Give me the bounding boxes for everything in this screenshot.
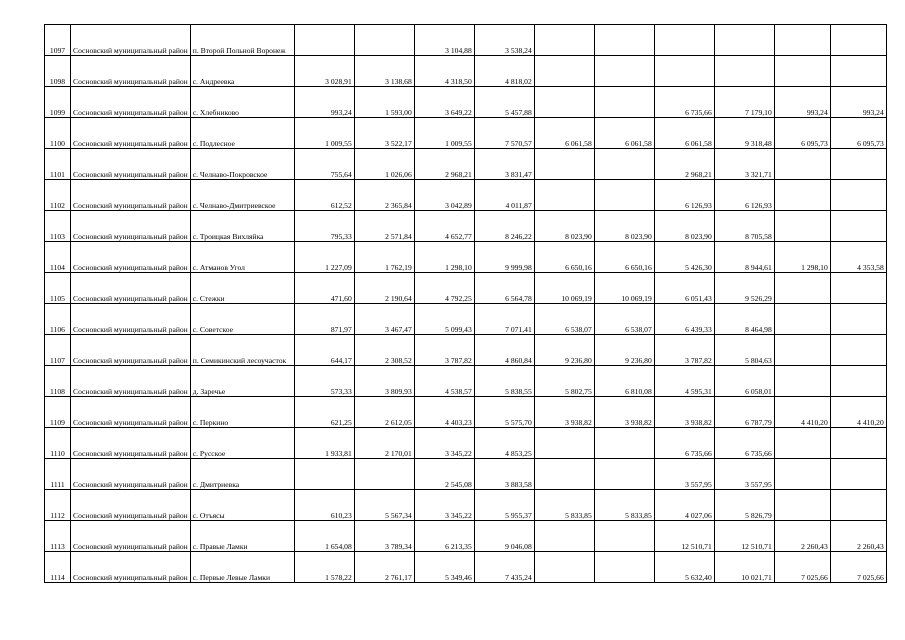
value-cell xyxy=(774,273,830,304)
value-cell xyxy=(594,552,654,583)
value-cell: 795,33 xyxy=(294,211,354,242)
table-row xyxy=(45,149,887,180)
value-cell: 5 575,70 xyxy=(474,397,534,428)
value-cell: 8 023,90 xyxy=(654,211,714,242)
value-cell: 5 567,34 xyxy=(354,490,414,521)
value-cell: 3 522,17 xyxy=(354,118,414,149)
value-cell: 471,60 xyxy=(294,273,354,304)
value-cell xyxy=(654,56,714,87)
value-cell: 993,24 xyxy=(774,87,830,118)
value-cell: 10 021,71 xyxy=(714,552,774,583)
table-body xyxy=(45,25,887,583)
value-cell: 2 761,17 xyxy=(354,552,414,583)
value-cell: 6 095,73 xyxy=(830,118,886,149)
value-cell: 6 735,66 xyxy=(714,428,774,459)
value-cell: 5 349,46 xyxy=(414,552,474,583)
value-cell: 2 170,01 xyxy=(354,428,414,459)
value-cell: 1 298,10 xyxy=(414,242,474,273)
value-cell: 4 410,20 xyxy=(830,397,886,428)
settlement-name: с. Русское xyxy=(190,428,294,459)
value-cell: 3 938,82 xyxy=(654,397,714,428)
value-cell xyxy=(774,211,830,242)
value-cell xyxy=(830,304,886,335)
value-cell: 6 538,07 xyxy=(534,304,594,335)
value-cell xyxy=(774,25,830,56)
row-number: 1112 xyxy=(45,490,71,521)
value-cell xyxy=(830,335,886,366)
value-cell: 3 809,93 xyxy=(354,366,414,397)
value-cell: 3 789,34 xyxy=(354,521,414,552)
value-cell: 7 570,57 xyxy=(474,118,534,149)
value-cell: 612,52 xyxy=(294,180,354,211)
district-name: Сосновский муниципальный район xyxy=(71,180,191,211)
value-cell: 3 557,95 xyxy=(654,459,714,490)
value-cell xyxy=(534,149,594,180)
district-name: Сосновский муниципальный район xyxy=(71,521,191,552)
value-cell: 3 345,22 xyxy=(414,428,474,459)
value-cell xyxy=(774,459,830,490)
value-cell xyxy=(830,459,886,490)
value-cell xyxy=(534,180,594,211)
row-number: 1099 xyxy=(45,87,71,118)
value-cell: 3 538,24 xyxy=(474,25,534,56)
value-cell: 3 042,89 xyxy=(414,180,474,211)
settlement-name: с. Челнаво-Дмитриевское xyxy=(190,180,294,211)
value-cell: 5 838,55 xyxy=(474,366,534,397)
value-cell: 10 069,19 xyxy=(594,273,654,304)
value-cell xyxy=(594,25,654,56)
value-cell: 2 612,05 xyxy=(354,397,414,428)
value-cell: 3 938,82 xyxy=(594,397,654,428)
value-cell: 6 058,01 xyxy=(714,366,774,397)
value-cell: 4 410,20 xyxy=(774,397,830,428)
value-cell: 3 104,88 xyxy=(414,25,474,56)
value-cell: 4 818,02 xyxy=(474,56,534,87)
value-cell xyxy=(534,25,594,56)
settlement-name: с. Атманов Угол xyxy=(190,242,294,273)
value-cell xyxy=(774,149,830,180)
value-cell: 6 061,58 xyxy=(534,118,594,149)
district-name: Сосновский муниципальный район xyxy=(71,242,191,273)
value-cell: 6 787,79 xyxy=(714,397,774,428)
table-row xyxy=(45,490,887,521)
value-cell: 2 545,08 xyxy=(414,459,474,490)
value-cell xyxy=(534,459,594,490)
value-cell: 3 321,71 xyxy=(714,149,774,180)
row-number: 1100 xyxy=(45,118,71,149)
value-cell: 993,24 xyxy=(294,87,354,118)
district-name: Сосновский муниципальный район xyxy=(71,428,191,459)
value-cell: 6 061,58 xyxy=(594,118,654,149)
table-row xyxy=(45,304,887,335)
value-cell: 6 650,16 xyxy=(534,242,594,273)
district-name: Сосновский муниципальный район xyxy=(71,490,191,521)
settlement-name: с. Подлесное xyxy=(190,118,294,149)
table-row xyxy=(45,459,887,490)
value-cell: 3 938,82 xyxy=(534,397,594,428)
value-cell: 610,23 xyxy=(294,490,354,521)
value-cell: 7 025,66 xyxy=(774,552,830,583)
settlement-name: с. Перкино xyxy=(190,397,294,428)
value-cell: 5 802,75 xyxy=(534,366,594,397)
row-number: 1114 xyxy=(45,552,71,583)
table-row xyxy=(45,180,887,211)
value-cell xyxy=(534,428,594,459)
value-cell xyxy=(714,56,774,87)
value-cell: 4 318,50 xyxy=(414,56,474,87)
table-row xyxy=(45,366,887,397)
row-number: 1109 xyxy=(45,397,71,428)
value-cell xyxy=(830,149,886,180)
value-cell: 3 467,47 xyxy=(354,304,414,335)
value-cell: 6 650,16 xyxy=(594,242,654,273)
value-cell: 5 632,40 xyxy=(654,552,714,583)
value-cell xyxy=(774,180,830,211)
district-name: Сосновский муниципальный район xyxy=(71,211,191,242)
district-name: Сосновский муниципальный район xyxy=(71,87,191,118)
value-cell: 5 457,88 xyxy=(474,87,534,118)
value-cell xyxy=(774,366,830,397)
value-cell xyxy=(774,490,830,521)
row-number: 1101 xyxy=(45,149,71,180)
value-cell: 3 028,91 xyxy=(294,56,354,87)
value-cell: 1 762,19 xyxy=(354,242,414,273)
value-cell xyxy=(354,459,414,490)
value-cell: 3 787,82 xyxy=(654,335,714,366)
district-name: Сосновский муниципальный район xyxy=(71,25,191,56)
row-number: 1110 xyxy=(45,428,71,459)
value-cell: 9 236,80 xyxy=(534,335,594,366)
value-cell: 4 652,77 xyxy=(414,211,474,242)
district-name: Сосновский муниципальный район xyxy=(71,118,191,149)
table-row xyxy=(45,211,887,242)
value-cell xyxy=(830,366,886,397)
row-number: 1103 xyxy=(45,211,71,242)
value-cell: 7 435,24 xyxy=(474,552,534,583)
value-cell: 2 308,52 xyxy=(354,335,414,366)
row-number: 1111 xyxy=(45,459,71,490)
value-cell: 9 526,29 xyxy=(714,273,774,304)
value-cell xyxy=(354,25,414,56)
settlement-name: с. Челнаво-Покровское xyxy=(190,149,294,180)
value-cell: 9 236,80 xyxy=(594,335,654,366)
value-cell: 2 968,21 xyxy=(654,149,714,180)
value-cell: 1 933,81 xyxy=(294,428,354,459)
value-cell: 8 246,22 xyxy=(474,211,534,242)
settlement-name: с. Советское xyxy=(190,304,294,335)
value-cell: 2 365,84 xyxy=(354,180,414,211)
table-row xyxy=(45,242,887,273)
value-cell xyxy=(654,25,714,56)
value-cell xyxy=(534,56,594,87)
settlement-name: с. Хлебниково xyxy=(190,87,294,118)
value-cell: 4 027,06 xyxy=(654,490,714,521)
value-cell: 8 705,58 xyxy=(714,211,774,242)
value-cell: 871,97 xyxy=(294,304,354,335)
value-cell: 4 792,25 xyxy=(414,273,474,304)
district-name: Сосновский муниципальный район xyxy=(71,335,191,366)
value-cell xyxy=(714,25,774,56)
value-cell: 6 126,93 xyxy=(654,180,714,211)
value-cell xyxy=(774,335,830,366)
value-cell: 6 538,07 xyxy=(594,304,654,335)
district-name: Сосновский муниципальный район xyxy=(71,56,191,87)
value-cell: 621,25 xyxy=(294,397,354,428)
row-number: 1107 xyxy=(45,335,71,366)
value-cell xyxy=(774,428,830,459)
district-name: Сосновский муниципальный район xyxy=(71,273,191,304)
value-cell xyxy=(594,56,654,87)
value-cell: 1 578,22 xyxy=(294,552,354,583)
table-row xyxy=(45,521,887,552)
value-cell: 6 810,08 xyxy=(594,366,654,397)
value-cell: 6 213,35 xyxy=(414,521,474,552)
table-row xyxy=(45,25,887,56)
value-cell: 5 426,30 xyxy=(654,242,714,273)
value-cell xyxy=(294,25,354,56)
district-name: Сосновский муниципальный район xyxy=(71,552,191,583)
settlement-name: с. Стежки xyxy=(190,273,294,304)
value-cell: 9 999,98 xyxy=(474,242,534,273)
row-number: 1113 xyxy=(45,521,71,552)
value-cell: 3 138,68 xyxy=(354,56,414,87)
value-cell: 3 557,95 xyxy=(714,459,774,490)
value-cell: 2 968,21 xyxy=(414,149,474,180)
value-cell: 1 009,55 xyxy=(414,118,474,149)
value-cell xyxy=(534,552,594,583)
value-cell: 4 353,58 xyxy=(830,242,886,273)
value-cell xyxy=(534,87,594,118)
value-cell: 4 011,87 xyxy=(474,180,534,211)
value-cell: 2 260,43 xyxy=(774,521,830,552)
value-cell: 9 318,48 xyxy=(714,118,774,149)
value-cell: 4 403,23 xyxy=(414,397,474,428)
value-cell: 1 009,55 xyxy=(294,118,354,149)
value-cell: 5 804,63 xyxy=(714,335,774,366)
settlement-name: с. Первые Левые Ламки xyxy=(190,552,294,583)
value-cell: 1 593,00 xyxy=(354,87,414,118)
value-cell: 1 298,10 xyxy=(774,242,830,273)
settlement-name: с. Отъясы xyxy=(190,490,294,521)
value-cell xyxy=(594,87,654,118)
value-cell: 6 439,33 xyxy=(654,304,714,335)
value-cell xyxy=(594,521,654,552)
value-cell xyxy=(294,459,354,490)
value-cell xyxy=(594,459,654,490)
table-row xyxy=(45,273,887,304)
row-number: 1102 xyxy=(45,180,71,211)
row-number: 1104 xyxy=(45,242,71,273)
value-cell xyxy=(534,521,594,552)
value-cell: 7 179,10 xyxy=(714,87,774,118)
value-cell: 4 853,25 xyxy=(474,428,534,459)
value-cell: 12 510,71 xyxy=(654,521,714,552)
value-cell xyxy=(830,428,886,459)
settlement-name: с. Троицкая Вихляйка xyxy=(190,211,294,242)
value-cell: 1 227,09 xyxy=(294,242,354,273)
district-name: Сосновский муниципальный район xyxy=(71,397,191,428)
table-row xyxy=(45,552,887,583)
value-cell: 10 069,19 xyxy=(534,273,594,304)
value-cell: 5 826,79 xyxy=(714,490,774,521)
value-cell xyxy=(594,180,654,211)
table-row xyxy=(45,397,887,428)
value-cell: 4 595,31 xyxy=(654,366,714,397)
value-cell: 6 061,58 xyxy=(654,118,714,149)
value-cell xyxy=(594,149,654,180)
value-cell: 5 955,37 xyxy=(474,490,534,521)
value-cell xyxy=(594,428,654,459)
row-number: 1106 xyxy=(45,304,71,335)
value-cell: 4 860,84 xyxy=(474,335,534,366)
row-number: 1097 xyxy=(45,25,71,56)
value-cell: 2 190,64 xyxy=(354,273,414,304)
value-cell: 3 649,22 xyxy=(414,87,474,118)
value-cell: 9 046,08 xyxy=(474,521,534,552)
value-cell: 6 564,78 xyxy=(474,273,534,304)
settlement-name: п. Второй Польной Воронеж xyxy=(190,25,294,56)
table-row xyxy=(45,335,887,366)
value-cell: 12 510,71 xyxy=(714,521,774,552)
value-cell: 6 735,66 xyxy=(654,428,714,459)
district-name: Сосновский муниципальный район xyxy=(71,459,191,490)
value-cell: 1 654,08 xyxy=(294,521,354,552)
value-cell: 6 051,43 xyxy=(654,273,714,304)
value-cell: 4 538,57 xyxy=(414,366,474,397)
district-name: Сосновский муниципальный район xyxy=(71,149,191,180)
value-cell: 3 831,47 xyxy=(474,149,534,180)
settlement-name: с. Правые Ламки xyxy=(190,521,294,552)
value-cell: 1 026,06 xyxy=(354,149,414,180)
value-cell: 644,17 xyxy=(294,335,354,366)
value-cell xyxy=(830,25,886,56)
value-cell: 8 464,98 xyxy=(714,304,774,335)
value-cell: 5 833,85 xyxy=(534,490,594,521)
value-cell: 6 735,66 xyxy=(654,87,714,118)
value-cell: 6 095,73 xyxy=(774,118,830,149)
table-row xyxy=(45,56,887,87)
value-cell: 8 023,90 xyxy=(534,211,594,242)
settlement-name: с. Дмитриевка xyxy=(190,459,294,490)
value-cell xyxy=(830,211,886,242)
value-cell: 3 787,82 xyxy=(414,335,474,366)
settlement-name: п. Семикинский лесоучасток xyxy=(190,335,294,366)
value-cell xyxy=(830,490,886,521)
value-cell: 993,24 xyxy=(830,87,886,118)
value-cell xyxy=(830,273,886,304)
value-cell: 5 099,43 xyxy=(414,304,474,335)
value-cell: 2 260,43 xyxy=(830,521,886,552)
settlement-name: с. Андреевка xyxy=(190,56,294,87)
row-number: 1108 xyxy=(45,366,71,397)
district-name: Сосновский муниципальный район xyxy=(71,304,191,335)
row-number: 1098 xyxy=(45,56,71,87)
value-cell xyxy=(830,56,886,87)
value-cell: 5 833,85 xyxy=(594,490,654,521)
value-cell xyxy=(774,304,830,335)
data-table xyxy=(44,24,887,583)
value-cell: 3 883,58 xyxy=(474,459,534,490)
value-cell: 6 126,93 xyxy=(714,180,774,211)
table-row xyxy=(45,428,887,459)
table-row xyxy=(45,87,887,118)
value-cell: 7 025,66 xyxy=(830,552,886,583)
row-number: 1105 xyxy=(45,273,71,304)
value-cell xyxy=(830,180,886,211)
value-cell: 7 071,41 xyxy=(474,304,534,335)
value-cell: 8 944,61 xyxy=(714,242,774,273)
value-cell xyxy=(774,56,830,87)
value-cell: 3 345,22 xyxy=(414,490,474,521)
value-cell: 2 571,84 xyxy=(354,211,414,242)
value-cell: 755,64 xyxy=(294,149,354,180)
value-cell: 573,33 xyxy=(294,366,354,397)
table-row xyxy=(45,118,887,149)
value-cell: 8 023,90 xyxy=(594,211,654,242)
settlement-name: д. Заречье xyxy=(190,366,294,397)
district-name: Сосновский муниципальный район xyxy=(71,366,191,397)
